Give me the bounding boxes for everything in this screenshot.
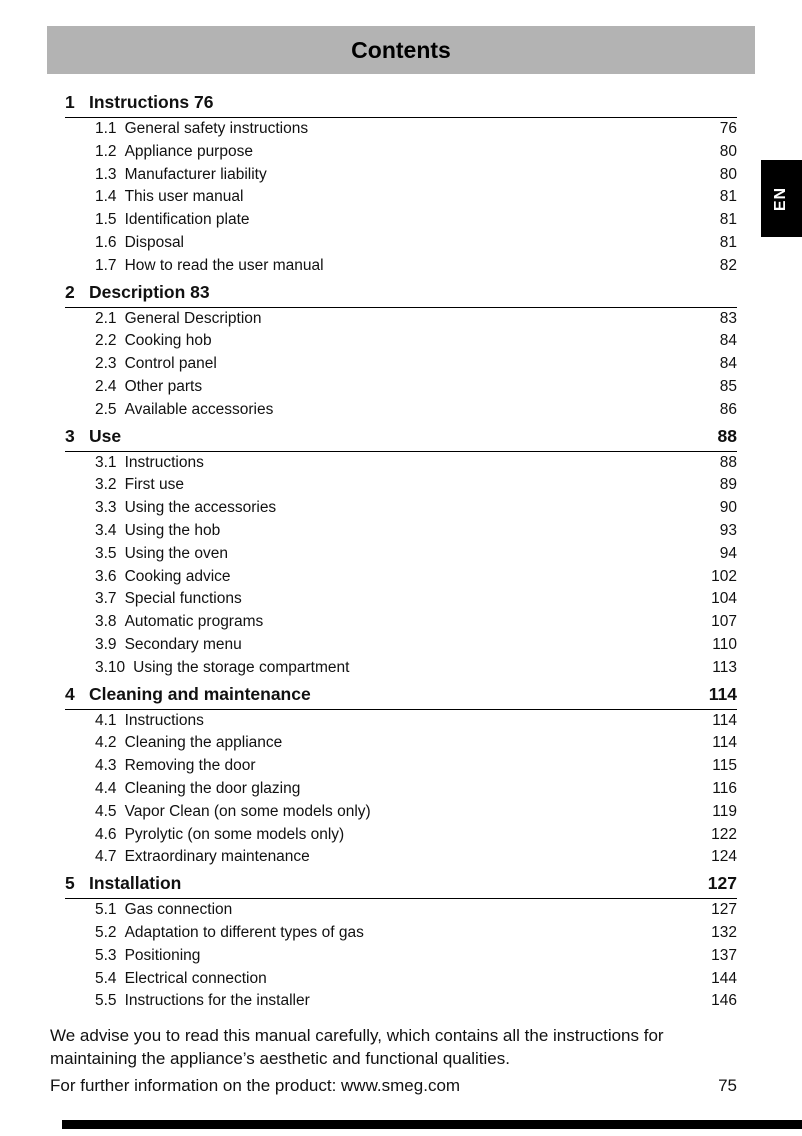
item-title: Cooking advice bbox=[124, 567, 231, 585]
item-title: Adaptation to different types of gas bbox=[124, 923, 364, 941]
item-page: 89 bbox=[719, 476, 737, 494]
section-page: 127 bbox=[707, 873, 737, 894]
toc-item bbox=[65, 657, 737, 680]
item-page: 93 bbox=[719, 521, 737, 539]
toc-section-header bbox=[65, 92, 737, 118]
item-page: 84 bbox=[719, 355, 737, 373]
item-title: General Description bbox=[124, 309, 262, 327]
toc-item bbox=[65, 899, 737, 922]
item-title: Removing the door bbox=[124, 757, 256, 775]
item-page: 122 bbox=[711, 825, 737, 843]
footer-note: We advise you to read this manual carefully, which contains all the instructions for maintaining the appliance’s aesthetic and functional qualities. bbox=[50, 1026, 664, 1068]
item-page: 115 bbox=[712, 757, 737, 775]
item-title: Electrical connection bbox=[124, 969, 267, 987]
section-title: Use bbox=[89, 425, 122, 446]
item-number: 3.1 bbox=[95, 453, 117, 471]
toc-item bbox=[65, 141, 737, 164]
item-number: 3.5 bbox=[95, 544, 117, 562]
item-page: 110 bbox=[712, 635, 737, 653]
toc-item bbox=[65, 801, 737, 824]
item-number: 2.2 bbox=[95, 332, 117, 350]
item-title: Secondary menu bbox=[124, 635, 242, 653]
toc-item bbox=[65, 710, 737, 733]
item-title: Instructions bbox=[124, 453, 204, 471]
section-number: 5 bbox=[65, 873, 75, 894]
toc-item bbox=[65, 922, 737, 945]
toc-item bbox=[65, 330, 737, 353]
toc-item bbox=[65, 634, 737, 657]
item-number: 3.10 bbox=[95, 658, 126, 676]
toc-item bbox=[65, 732, 737, 755]
item-page: 113 bbox=[712, 658, 737, 676]
item-title: This user manual bbox=[124, 188, 244, 206]
page-title-text: Contents bbox=[351, 36, 451, 63]
section-number: 4 bbox=[65, 683, 75, 704]
toc-item bbox=[65, 990, 737, 1013]
item-number: 5.2 bbox=[95, 923, 117, 941]
item-number: 5.3 bbox=[95, 946, 117, 964]
item-page: 81 bbox=[719, 233, 737, 251]
item-page: 124 bbox=[711, 848, 737, 866]
toc-item bbox=[65, 118, 737, 141]
item-title: Using the oven bbox=[124, 544, 228, 562]
item-page: 88 bbox=[719, 453, 737, 471]
toc-section-header bbox=[65, 426, 737, 452]
section-title: Description 83 bbox=[89, 281, 210, 302]
item-number: 4.2 bbox=[95, 734, 117, 752]
page-title bbox=[47, 26, 755, 74]
item-page: 80 bbox=[719, 165, 737, 183]
item-number: 1.6 bbox=[95, 233, 117, 251]
toc-item bbox=[65, 186, 737, 209]
toc-item bbox=[65, 353, 737, 376]
item-number: 4.4 bbox=[95, 779, 117, 797]
toc-item bbox=[65, 209, 737, 232]
item-number: 4.6 bbox=[95, 825, 117, 843]
item-page: 114 bbox=[712, 711, 737, 729]
section-page: 114 bbox=[708, 683, 737, 704]
item-title: Automatic programs bbox=[124, 613, 264, 631]
section-page: 88 bbox=[717, 425, 737, 446]
item-number: 2.4 bbox=[95, 377, 117, 395]
toc-item bbox=[65, 497, 737, 520]
toc-section-header bbox=[65, 282, 737, 308]
language-tab-label: EN bbox=[772, 186, 790, 211]
toc-item bbox=[65, 232, 737, 255]
item-page: 119 bbox=[712, 802, 737, 820]
item-number: 5.4 bbox=[95, 969, 117, 987]
item-title: Instructions bbox=[124, 711, 204, 729]
item-title: General safety instructions bbox=[124, 120, 309, 137]
item-title: Other parts bbox=[124, 377, 203, 395]
toc-item bbox=[65, 846, 737, 869]
item-title: Control panel bbox=[124, 355, 217, 373]
item-title: Identification plate bbox=[124, 211, 250, 229]
item-number: 2.3 bbox=[95, 355, 117, 373]
toc-item bbox=[65, 399, 737, 422]
toc-item bbox=[65, 968, 737, 991]
item-title: Using the storage compartment bbox=[133, 658, 350, 676]
toc-item bbox=[65, 255, 737, 278]
item-title: Positioning bbox=[124, 946, 201, 964]
section-number: 2 bbox=[65, 281, 75, 302]
section-title: Cleaning and maintenance bbox=[89, 683, 311, 704]
item-number: 4.3 bbox=[95, 757, 117, 775]
item-number: 3.3 bbox=[95, 499, 117, 517]
item-page: 82 bbox=[719, 256, 737, 274]
item-title: Disposal bbox=[124, 233, 185, 251]
table-of-contents bbox=[65, 92, 737, 1013]
item-page: 127 bbox=[711, 901, 737, 919]
footer-info: For further information on the product: www.smeg.com bbox=[50, 1076, 461, 1095]
toc-item bbox=[65, 308, 737, 331]
toc-item bbox=[65, 778, 737, 801]
toc-item bbox=[65, 520, 737, 543]
toc-item bbox=[65, 452, 737, 475]
item-page: 81 bbox=[719, 211, 737, 229]
item-title: Available accessories bbox=[124, 400, 274, 418]
language-tab bbox=[761, 160, 802, 237]
toc-item bbox=[65, 474, 737, 497]
item-title: Pyrolytic (on some models only) bbox=[124, 825, 345, 843]
item-number: 2.5 bbox=[95, 400, 117, 418]
item-title: Cooking hob bbox=[124, 332, 212, 350]
item-title: How to read the user manual bbox=[124, 256, 324, 274]
item-title: Vapor Clean (on some models only) bbox=[124, 802, 371, 820]
toc-section-header bbox=[65, 684, 737, 710]
item-page: 107 bbox=[711, 613, 737, 631]
toc-item bbox=[65, 588, 737, 611]
item-number: 1.4 bbox=[95, 188, 117, 206]
item-title: Manufacturer liability bbox=[124, 165, 267, 183]
item-number: 4.5 bbox=[95, 802, 117, 820]
page-number: 75 bbox=[718, 1076, 737, 1095]
item-number: 3.6 bbox=[95, 567, 117, 585]
item-page: 94 bbox=[719, 544, 737, 562]
toc-item bbox=[65, 755, 737, 778]
bottom-bar bbox=[62, 1120, 802, 1129]
item-number: 4.7 bbox=[95, 848, 117, 866]
item-number: 5.5 bbox=[95, 992, 117, 1010]
section-title: Instructions 76 bbox=[89, 92, 214, 112]
item-number: 2.1 bbox=[95, 309, 117, 327]
item-number: 1.3 bbox=[95, 165, 117, 183]
item-page: 84 bbox=[719, 332, 737, 350]
item-number: 3.2 bbox=[95, 476, 117, 494]
item-number: 3.9 bbox=[95, 635, 117, 653]
item-number: 3.8 bbox=[95, 613, 117, 631]
toc-item bbox=[65, 164, 737, 187]
toc-section-header bbox=[65, 873, 737, 899]
item-number: 5.1 bbox=[95, 901, 117, 919]
item-page: 81 bbox=[719, 188, 737, 206]
item-title: Using the hob bbox=[124, 521, 221, 539]
item-page: 114 bbox=[712, 734, 737, 752]
toc-item bbox=[65, 543, 737, 566]
item-number: 3.7 bbox=[95, 590, 117, 608]
item-title: Extraordinary maintenance bbox=[124, 848, 310, 866]
item-number: 3.4 bbox=[95, 521, 117, 539]
item-title: Using the accessories bbox=[124, 499, 277, 517]
section-number: 3 bbox=[65, 425, 75, 446]
item-page: 76 bbox=[719, 120, 737, 137]
toc-item bbox=[65, 824, 737, 847]
item-number: 1.7 bbox=[95, 256, 117, 274]
item-page: 83 bbox=[719, 309, 737, 327]
item-page: 144 bbox=[711, 969, 737, 987]
item-page: 102 bbox=[711, 567, 737, 585]
toc-item bbox=[65, 376, 737, 399]
item-page: 90 bbox=[719, 499, 737, 517]
item-number: 1.1 bbox=[95, 120, 117, 137]
item-page: 132 bbox=[711, 923, 737, 941]
toc-item bbox=[65, 566, 737, 589]
item-title: Appliance purpose bbox=[124, 142, 253, 160]
item-number: 4.1 bbox=[95, 711, 117, 729]
toc-item bbox=[65, 611, 737, 634]
item-title: First use bbox=[124, 476, 184, 494]
item-title: Instructions for the installer bbox=[124, 992, 310, 1010]
item-title: Cleaning the door glazing bbox=[124, 779, 301, 797]
toc-item bbox=[65, 945, 737, 968]
item-page: 146 bbox=[711, 992, 737, 1010]
section-number: 1 bbox=[65, 92, 75, 112]
item-number: 1.2 bbox=[95, 142, 117, 160]
item-title: Cleaning the appliance bbox=[124, 734, 283, 752]
item-title: Gas connection bbox=[124, 901, 233, 919]
item-title: Special functions bbox=[124, 590, 242, 608]
item-number: 1.5 bbox=[95, 211, 117, 229]
item-page: 86 bbox=[719, 400, 737, 418]
item-page: 80 bbox=[719, 142, 737, 160]
item-page: 137 bbox=[711, 946, 737, 964]
item-page: 85 bbox=[719, 377, 737, 395]
item-page: 116 bbox=[712, 779, 737, 797]
item-page: 104 bbox=[711, 590, 737, 608]
section-title: Installation bbox=[89, 873, 182, 894]
